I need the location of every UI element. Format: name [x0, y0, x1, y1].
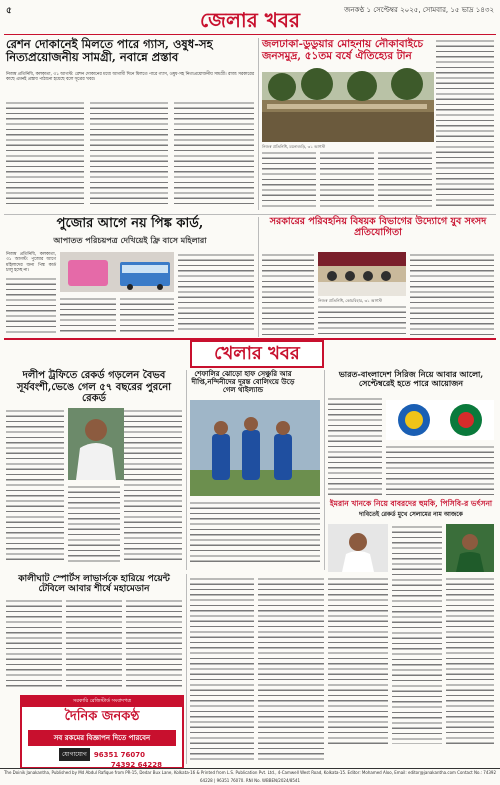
story2-side-col — [436, 38, 494, 210]
page-number: ৫ — [6, 6, 12, 16]
story3-subheadline: আপাতত পরিচয়পত্র দেখিয়েই ফ্রি বাসে মহিলারা — [53, 235, 207, 245]
sports-story4-headline: ইমরান খানকে নিয়ে বাবরদের হুমকি, পিসিবি-র ভর্ৎসনা — [329, 499, 493, 508]
babar-photo — [446, 524, 494, 572]
header-rule — [4, 34, 496, 35]
sports-story1-col1 — [6, 408, 64, 564]
story4-col2 — [318, 304, 406, 336]
sports-story2-headline: ভারত-বাংলাদেশ সিরিজ নিয়ে আবার আলো, সেপ্টেম্বরেই হতে পারে আয়োজন — [338, 369, 484, 389]
women-cricket-photo — [190, 400, 320, 496]
story3-headline: পুজোর আগে নয় পিঙ্ক কার্ড, — [56, 216, 204, 231]
sports-story3-col-b — [190, 576, 254, 764]
ad-phone-2: 74392 64228 — [110, 761, 162, 769]
sports-story4-col1 — [392, 524, 442, 744]
advertisement — [20, 695, 184, 769]
story3-col4 — [178, 252, 254, 334]
masthead-date: জনকণ্ঠ ১ সেপ্টেম্বর ২০২৫, সোমবার, ১৫ ভাদ্র ১৪৩২ — [344, 6, 494, 14]
page-header — [0, 0, 500, 34]
ad-slogan: সব রকমের বিজ্ঞাপন দিতে পারবেন — [28, 730, 176, 746]
story2-col3 — [378, 150, 432, 210]
section-title: জেলার খবর — [200, 8, 300, 32]
story4-col3 — [410, 252, 494, 336]
story1-col2 — [90, 100, 168, 208]
sports-story5-headline: কালীঘাট স্পোর্টস লাভার্সকে হারিয়ে পয়েন্ট টেবিলে আবার শীর্ষে মহামেডান — [18, 574, 170, 595]
sports-story1-col3 — [124, 408, 182, 564]
story4-headline: সরকারের পরিবহনিয় বিষয়ক বিভাগের উদ্যোগে যুব সংসদ প্রতিযোগিতা — [269, 216, 487, 238]
column-divider — [258, 217, 259, 337]
imprint-footer: The Doinik Janakantha, Published by Md Abdul Rafique from PR-15, Dedar Bux Lane, Kolkata-16 & Printed from L.S. Publication Pvt. Ltd., 4-Camwell West Road, Kolkata-15. Editor: Mohamed Aloo, Email: editor@janakantha.com Contact No.: 74392 64228 | 96351 76070. RNI No. WBBEN/2024/8541 — [0, 768, 500, 778]
story3-col2 — [60, 296, 116, 334]
sports-section-title: খেলার খবর — [190, 340, 324, 368]
sports-story1-col2 — [68, 484, 120, 564]
row-divider — [4, 214, 496, 215]
sports-story4-subheadline: দাবিতেই রেকর্ড মুখে সেলামের নাম আজকে — [359, 511, 463, 518]
sports-story3-col-c — [258, 576, 324, 764]
story3-lead: নিজস্ব প্রতিনিধি, কলকাতা, ৩১ আগস্ট: পুজোর আগে মহিলাদের জন্য পিঙ্ক কার্ড চালু হচ্ছে না। — [6, 252, 56, 273]
column-divider — [186, 574, 187, 764]
sports-story2-col2 — [386, 444, 494, 496]
ad-phone-1: 96351 76070 — [93, 750, 145, 759]
ad-top-line: সরকারি রেজিস্টার্ড সংবাদপত্র — [22, 697, 182, 707]
sports-story3-headline: শেফালির ঝোড়ো হাফ সেঞ্চুরি আর দীপ্তি,নন্দিনীদের দুরন্ত বোলিংয়ে উড়ে গেল থাইল্যান্ড — [191, 369, 295, 395]
story3-col1 — [6, 276, 56, 334]
story2-col1 — [262, 150, 316, 210]
story4-caption: নিজস্ব প্রতিনিধি, কোচবিহার, ৩১ আগস্ট — [318, 298, 382, 303]
youth-parliament-photo — [318, 252, 406, 296]
sports-story3-body — [190, 500, 320, 564]
sports-story5-col2 — [66, 598, 122, 690]
sports-story5-col1 — [6, 598, 62, 690]
story2-caption: নিজস্ব প্রতিনিধি, ময়নাগুড়ি, ৩১ আগস্ট — [262, 144, 326, 149]
pink-card-photo — [60, 252, 174, 292]
sports-story4-col2 — [446, 576, 494, 744]
column-divider — [186, 370, 187, 570]
story1-lead: নিজস্ব প্রতিনিধি, কলকাতা, ৩১ আগস্ট: রেশন দোকানের মধ্যে আগামী দিনে মিলতে পারে গ্যাস, ওষুধ-সহ নিত্যপ্রয়োজনীয় সামগ্রী। রাজ্য সরকারের কাছে এমনই প্রস্তাব পাঠানো হয়েছে বলে সূত্রের খবর। — [6, 72, 254, 83]
sports-story4-col0 — [328, 576, 388, 744]
story2-headline: জলঢাকা-ডুডুয়ার মোহনায় নৌকাবাইচে জনসমুদ্র, ৫১তম বর্ষে ঐতিহ্যের টান — [262, 38, 424, 63]
sports-story1-headline: দলীপ ট্রফিতে রেকর্ড গড়লেন বৈভব সূর্যবংশী,ভেঙে গেল ৫৭ বছরের পুরনো রেকর্ড — [16, 370, 172, 404]
sports-story2-col1 — [328, 396, 382, 496]
story1-col1 — [6, 100, 84, 208]
boat-race-photo — [262, 72, 434, 142]
story1-headline: রেশন দোকানেই মিলতে পারে গ্যাস, ওষুধ-সহ নিত্যপ্রয়োজনীয় সামগ্রী, নবান্নে প্রস্তাব — [6, 37, 213, 65]
ad-cta: যোগাযোগ — [59, 748, 90, 761]
sports-story5-col3 — [126, 598, 182, 690]
story2-col2 — [320, 150, 374, 210]
story1-col3 — [174, 100, 254, 208]
story4-col1 — [262, 252, 314, 336]
ad-brand: দৈনিক জনকণ্ঠ — [64, 709, 140, 724]
imran-khan-photo — [328, 524, 388, 572]
vaibhav-photo — [68, 408, 124, 480]
story3-col3 — [120, 296, 174, 334]
column-divider — [324, 370, 325, 570]
bcci-bcb-logos — [386, 400, 494, 440]
column-divider — [258, 38, 259, 210]
